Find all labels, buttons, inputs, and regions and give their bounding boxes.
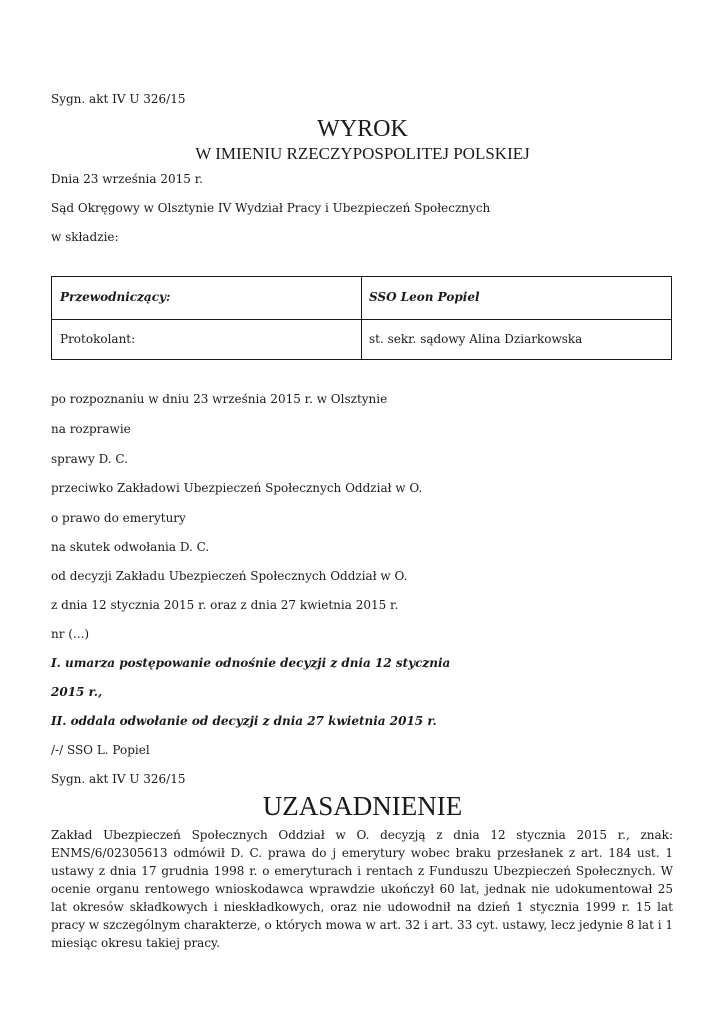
case-line: po rozpoznaniu w dniu 23 września 2015 r. w Olsztynie bbox=[51, 392, 388, 406]
document-title: WYROK bbox=[317, 116, 408, 142]
verdict-point-2: II. oddala odwołanie od decyzji z dnia 27 kwietnia 2015 r. bbox=[51, 714, 437, 728]
justification-paragraph: Zakład Ubezpieczeń Społecznych Oddział w O. decyzją z dnia 12 stycznia 2015 r., znak: ENMS/6/02305613 odmówił D. C. prawa do j emerytury wobec braku przesłanek z art. 184 ust. 1 ustawy z dnia 17 grudnia 1998 r. o emeryturach i rentach z Funduszu Ubezpieczeń Społecznych. W ocenie organu rentowego wnioskodawca wprawdzie ukończył 60 lat, jednak nie udokumentował 25 lat okresów składkowych i nieskładkowych, oraz nie udowodnił na dzień 1 stycznia 1999 r. 15 lat pracy w szczególnym charakterze, o których mowa w art. 32 i art. 33 cyt. ustawy, lecz jedynie 8 lat i 1 miesiąc okresu takiej pracy. bbox=[51, 828, 673, 950]
person-clerk: st. sekr. sądowy Alina Dziarkowska bbox=[369, 332, 583, 346]
case-line: nr (...) bbox=[51, 627, 90, 641]
composition-label: w składzie: bbox=[51, 230, 119, 244]
judgment-date: Dnia 23 września 2015 r. bbox=[51, 172, 203, 186]
case-line: na skutek odwołania D. C. bbox=[51, 540, 210, 554]
justification-signature: Sygn. akt IV U 326/15 bbox=[51, 772, 186, 786]
role-clerk: Protokolant: bbox=[60, 332, 136, 346]
table-column-divider bbox=[361, 277, 362, 359]
case-line: od decyzji Zakładu Ubezpieczeń Społecznych Oddział w O. bbox=[51, 569, 408, 583]
case-signature: Sygn. akt IV U 326/15 bbox=[51, 92, 186, 106]
case-line: przeciwko Zakładowi Ubezpieczeń Społecznych Oddział w O. bbox=[51, 481, 423, 495]
case-line: o prawo do emerytury bbox=[51, 511, 186, 525]
justification-title: UZASADNIENIE bbox=[262, 791, 463, 821]
case-line: z dnia 12 stycznia 2015 r. oraz z dnia 27 kwietnia 2015 r. bbox=[51, 598, 399, 612]
judge-signature: /-/ SSO L. Popiel bbox=[51, 743, 150, 757]
court-name: Sąd Okręgowy w Olsztynie IV Wydział Pracy i Ubezpieczeń Społecznych bbox=[51, 201, 491, 215]
case-line: na rozprawie bbox=[51, 422, 131, 436]
case-line: sprawy D. C. bbox=[51, 452, 128, 466]
composition-table bbox=[51, 276, 672, 360]
document-subtitle: W IMIENIU RZECZYPOSPOLITEJ POLSKIEJ bbox=[195, 144, 530, 163]
verdict-point-1: I. umarza postępowanie odnośnie decyzji z dnia 12 stycznia bbox=[51, 656, 451, 670]
person-chair: SSO Leon Popiel bbox=[369, 290, 480, 304]
verdict-point-1-cont: 2015 r., bbox=[51, 685, 103, 699]
role-chair: Przewodniczący: bbox=[60, 290, 171, 304]
